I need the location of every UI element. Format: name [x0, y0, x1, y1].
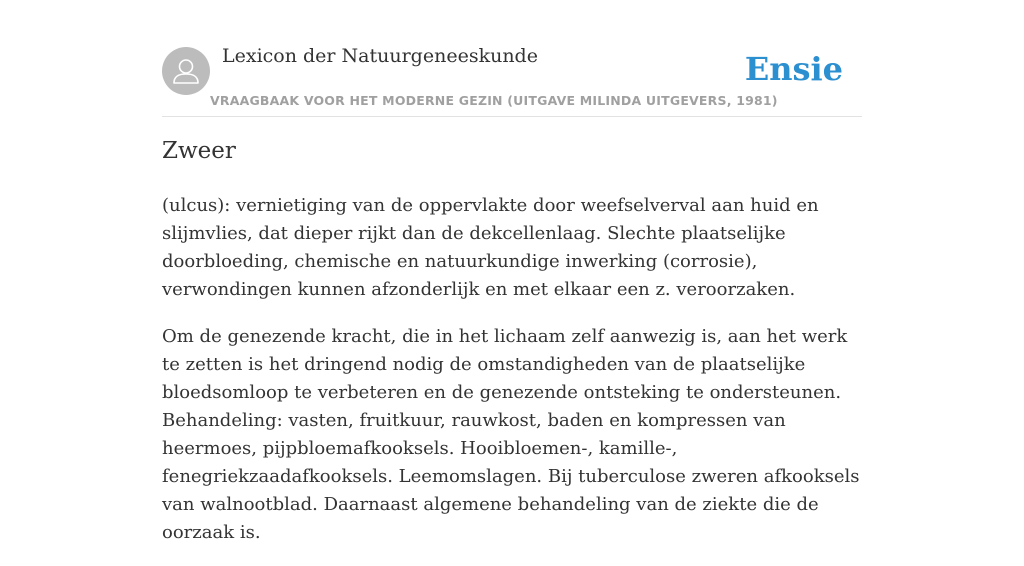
entry-paragraph: Om de genezende kracht, die in het lichaam zelf aanwezig is, aan het werk te zetten is het dringend nodig de omstandigheden van de plaatselijke bloedsomloop te verbeteren en de genezende ontsteking te ondersteunen. Behandeling: vasten, fruitkuur, rauwkost, baden en kompressen van heermoes, pijpbloemafkooksels. Hooibloemen-, kamille-, fenegriekzaadafkooksels. Leemomslagen. Bij tuberculose zweren afkooksels van walnootblad. Daarnaast algemene behandeling van de ziekte die de oorzaak is.	[162, 326, 860, 543]
book-header	[162, 40, 862, 117]
ensie-logo-link[interactable]: Ensie	[744, 50, 843, 88]
entry-content	[162, 192, 862, 566]
user-avatar-icon	[162, 47, 210, 95]
user-outline-icon	[162, 47, 210, 95]
entry-paragraph: (ulcus): vernietiging van de oppervlakte door weefselverval aan huid en slijmvlies, dat dieper rijkt dan de dekcellenlaag. Slechte plaatselijke doorbloeding, chemische en natuurkundige inwerking (corrosie), verwondingen kunnen afzonderlijk en met elkaar een z. veroorzaken.	[162, 195, 819, 300]
book-source: VRAAGBAAK VOOR HET MODERNE GEZIN (UITGAVE MILINDA UITGEVERS, 1981)	[210, 93, 778, 108]
entry-title: Zweer	[162, 138, 236, 164]
book-title[interactable]: Lexicon der Natuurgeneeskunde	[222, 45, 538, 67]
